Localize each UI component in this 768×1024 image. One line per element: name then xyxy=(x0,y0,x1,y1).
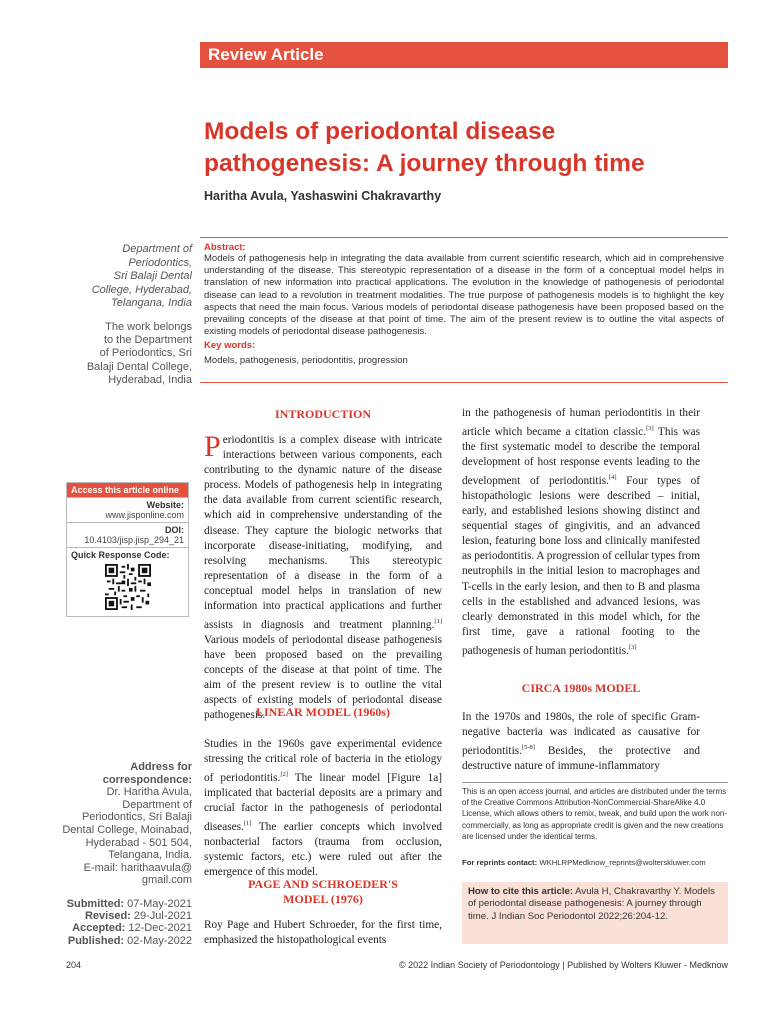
linear-text-3: The earlier concepts which involved nonbacterial factors (trauma from occlusion, systemic factors, etc.) were ruled out after the emergence of this model. xyxy=(204,821,442,879)
ref[interactable]: [1] xyxy=(243,820,252,828)
ref[interactable]: [2] xyxy=(280,771,288,779)
article-type-banner: Review Article xyxy=(200,42,728,68)
department-affiliation xyxy=(62,243,192,311)
accepted-label: Accepted: xyxy=(72,922,126,935)
linear-model-heading: LINEAR MODEL (1960s) xyxy=(255,705,390,719)
website-link[interactable]: www.jisponline.com xyxy=(105,510,184,520)
title-line-2: pathogenesis: A journey through time xyxy=(204,150,645,177)
corr-line: Hyderabad - 501 504, xyxy=(85,836,192,849)
title-line-1: Models of periodontal disease xyxy=(204,118,556,145)
linear-model-text xyxy=(204,737,442,880)
keywords: Models, pathogenesis, periodontitis, progression xyxy=(204,355,408,367)
accepted-date: 12-Dec-2021 xyxy=(128,922,192,935)
circa-text-1: In the 1970s and 1980s, the role of specific Gram-negative bacteria was indicated as causative for periodontitis. xyxy=(462,711,700,757)
abstract-heading: Abstract: xyxy=(204,242,246,253)
corr-email-2[interactable]: gmail.com xyxy=(141,874,192,887)
affil-line: College, Hyderabad, xyxy=(91,283,192,296)
ref[interactable]: [3] xyxy=(646,425,654,433)
qr-label: Quick Response Code: xyxy=(71,550,170,560)
ref[interactable]: [3] xyxy=(628,643,637,651)
dates-block xyxy=(62,898,192,947)
published-label: Published: xyxy=(67,934,125,947)
linear-text-1: Studies in the 1960s gave experimental evidence stressing the critical role of bacteria in the etiology of periodontitis. xyxy=(204,738,442,784)
affil-line: Telangana, India xyxy=(111,297,192,309)
author-list: Haritha Avula, Yashaswini Chakravarthy xyxy=(204,189,442,203)
reprints-label: For reprints contact: xyxy=(462,858,538,867)
work-line: Hyderabad, India xyxy=(108,373,192,386)
circa-1980s-text xyxy=(462,710,700,774)
published-row xyxy=(62,935,192,947)
website-label: Website: xyxy=(146,500,184,510)
corr-line: Department of xyxy=(122,798,192,811)
corr-line: Periodontics, Sri Balaji xyxy=(81,811,192,824)
access-heading: Access this article online xyxy=(67,483,188,497)
page-heading-line-1: PAGE AND SCHROEDER'S xyxy=(248,877,398,891)
reprints-email[interactable]: WKHLRPMedknow_reprints@wolterskluwer.com xyxy=(537,858,706,867)
col2-text-1: in the pathogenesis of human periodontitis in their article which became a citation classic. xyxy=(462,407,700,438)
qr-row xyxy=(67,547,188,616)
footer-copyright: © 2022 Indian Society of Periodontology | Published by Wolters Kluwer - Medknow xyxy=(399,960,728,970)
correspondence-heading-1: Address for xyxy=(130,761,192,773)
keywords-heading: Key words: xyxy=(204,340,256,352)
submitted-row xyxy=(62,898,192,910)
revised-row xyxy=(62,910,192,922)
submitted-date: 07-May-2021 xyxy=(127,898,192,910)
page-number: 204 xyxy=(66,960,82,970)
cite-label: How to cite this article: xyxy=(468,886,574,897)
affil-line: Sri Balaji Dental xyxy=(113,270,192,282)
corr-line: Dr. Haritha Avula, xyxy=(106,786,192,799)
linear-text-2: The linear model [Figure 1a] implicated that bacterial deposits are a primary and crucial factor in the pathogenesis of periodontal diseases. xyxy=(204,771,442,833)
corr-line: Telangana, India. xyxy=(108,849,192,862)
doi-row xyxy=(67,522,188,547)
revised-date: 29-Jul-2021 xyxy=(133,910,192,923)
accepted-row xyxy=(62,922,192,934)
intro-para-1: eriodontitis is a complex disease with intricate interactions between various components, each contributing to the dynamic nature of the disease process. Models of pathogenesis help in integrating the data available from current scientific research, which aid in comprehensive understanding of the disease. They capture the biologic networks that incorporate disease-initiating, modifying, and resolving mechanisms. This stereotypic representation of a disease in the form of a conceptual model helps in translation of new information into practical applications and further assists in diagnosis and treatment planning. xyxy=(204,434,442,631)
affil-line: Department of xyxy=(122,243,192,255)
abstract-text: Models of pathogenesis help in integrating the data available from current scientific research, which aid in comprehensive understanding of the disease. This stereotypic representation of a disease in the form of a conceptual model helps in translation of new information into practical applications. The evolution in the knowledge of pathogenesis of periodontal disease can lead to a revolution in treatment modalities. The true purpose of pathogenesis models is to highlight the key aspects that need the main focus. Various models of periodontal disease pathogenesis have been proposed based on the prevailing concepts of the disease at that point of time. The aim of the present review is to outline the vital aspects of existing models of periodontal disease pathogenesis. xyxy=(204,253,724,338)
abstract-box xyxy=(200,237,728,383)
affil-line: Periodontics, xyxy=(128,256,192,269)
reprints-contact xyxy=(462,858,728,867)
cite-text: Avula H, Chakravarthy Y. Models of periodontal disease pathogenesis: A journey through time. J Indian Soc Periodontol 2022;26:204-12. xyxy=(468,886,715,922)
how-to-cite-box xyxy=(462,882,728,944)
doi-label: DOI: xyxy=(165,525,184,535)
corr-line: Dental College, Moinabad, xyxy=(62,823,192,836)
work-line: to the Department xyxy=(103,334,192,347)
work-line: The work belongs xyxy=(105,321,192,333)
intro-para-2: Various models of periodontal disease pathogenesis have been proposed based on the prevailing concepts of the disease at that point of time. The aim of the present review is to outline the vital aspects of existing models of periodontal disease pathogenesis. xyxy=(204,633,442,722)
drop-cap: P xyxy=(204,430,221,463)
work-line: of Periodontics, Sri xyxy=(99,347,192,360)
ref[interactable]: [1] xyxy=(434,618,442,626)
col2-text xyxy=(462,406,700,659)
submitted-label: Submitted: xyxy=(66,898,125,910)
ref[interactable]: [4] xyxy=(608,474,617,482)
col2-text-2: This was the first systematic model to describe the temporal development of host response events leading to the development of periodontitis. xyxy=(462,425,700,487)
correspondence-block xyxy=(62,761,192,887)
doi-link[interactable]: 10.4103/jisp.jisp_294_21 xyxy=(84,535,184,545)
website-row xyxy=(67,497,188,522)
circa-1980s-heading: CIRCA 1980s MODEL xyxy=(521,681,641,695)
col2-text-3: Four types of histopathologic lesions were described – initial, early, and established lesions showing distinct and sequential stages of gingivitis, and an advanced lesion, featuring bone loss and clinically manifested as periodontitis. A progression of cellular types from neutrophils in the initial lesion to macrophages and T-cells in the early lesion, and then to B and plasma cells in the established and advanced lesions, was clearly demonstrated in this model which, for the first time, gave a rational footing to the pathogenesis of human periodontitis. xyxy=(462,474,700,657)
qr-code-icon[interactable] xyxy=(105,564,151,610)
revised-label: Revised: xyxy=(84,910,131,923)
ref[interactable]: [5-8] xyxy=(521,744,535,752)
work-attribution xyxy=(62,321,192,387)
correspondence-heading-2: correspondence: xyxy=(102,773,192,786)
introduction-heading: INTRODUCTION xyxy=(274,407,371,421)
work-line: Balaji Dental College, xyxy=(86,360,192,373)
article-title xyxy=(204,116,744,180)
page-schroeder-heading xyxy=(204,877,442,907)
corr-email-1[interactable]: E-mail: harithaavula@ xyxy=(83,861,192,874)
circa-text-2: Besides, the protective and destructive nature of immune-inflammatory xyxy=(462,744,700,773)
page-schroeder-text: Roy Page and Hubert Schroeder, for the first time, emphasized the histopathological events xyxy=(204,919,442,947)
license-notice: This is an open access journal, and articles are distributed under the terms of the Creative Commons Attribution-NonCommercial-ShareAlike 4.0 License, which allows others to remix, tweak, and build upon the work non-commercially, as long as appropriate credit is given and the new creations are licensed under the identical terms. xyxy=(462,782,728,842)
page-heading-line-2: MODEL (1976) xyxy=(283,892,363,906)
published-date: 02-May-2022 xyxy=(127,934,192,947)
introduction-text xyxy=(204,430,442,724)
access-online-box xyxy=(66,482,189,617)
